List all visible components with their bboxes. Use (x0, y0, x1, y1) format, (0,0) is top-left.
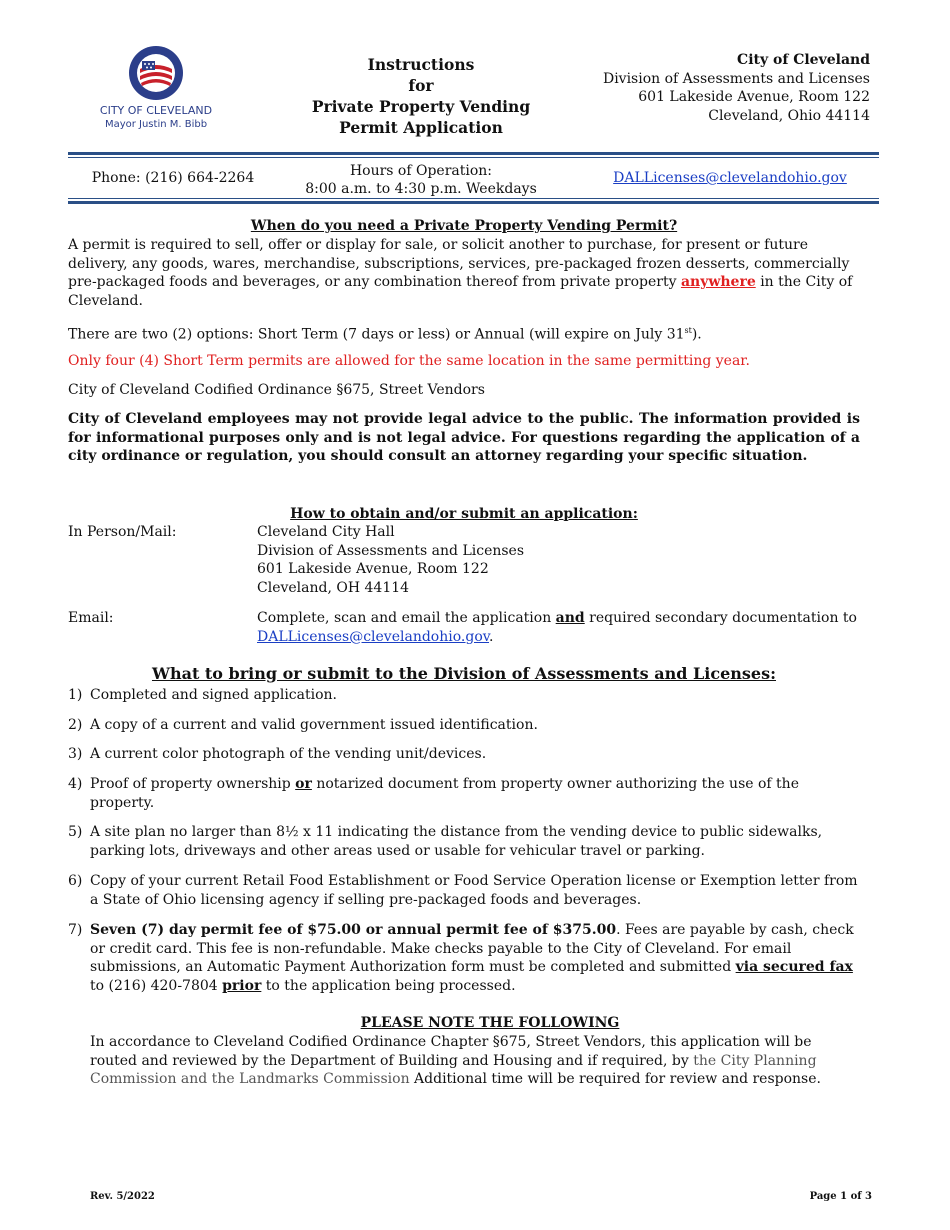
list-item-number: 3) (68, 746, 83, 762)
item7-end: to the application being processed. (261, 977, 516, 994)
list-item-5 (68, 823, 860, 860)
office-address (580, 51, 870, 125)
list-item-number: 7) (68, 922, 83, 938)
title-line-3: Private Property Vending (311, 97, 531, 116)
list-item-number: 4) (68, 776, 83, 792)
list-item-6 (68, 872, 860, 909)
item4-after: notarized document from property owner authorizing the use of the property. (90, 776, 799, 811)
city-label: CITY OF CLEVELAND (99, 104, 213, 117)
hours-label: Hours of Operation: (349, 163, 493, 179)
p2-after: ). (691, 326, 702, 343)
list-item-7 (68, 921, 860, 995)
in-person-address (257, 523, 867, 597)
title-line-2: for (408, 76, 434, 95)
note-before: In accordance to Cleveland Codified Ordinance Chapter §675, Street Vendors, this application will be routed and reviewed by the Department of Building and Housing and if required, by (90, 1034, 812, 1069)
list-item-number: 6) (68, 873, 83, 889)
list-item-text: Completed and signed application. (90, 687, 337, 703)
item7-mid2: to (216) 420-7804 (90, 977, 223, 994)
hours-of-operation (290, 162, 552, 198)
hours-value: 8:00 a.m. to 4:30 p.m. Weekdays (305, 181, 537, 197)
please-note-text (90, 1033, 860, 1089)
email-instructions (257, 609, 867, 646)
bottom-rule-thick (68, 201, 879, 204)
list-item-text: A site plan no larger than 8½ x 11 indicating the distance from the vending device to public sidewalks, parking lots, driveways and other areas used or usable for vehicular travel or parking. (90, 824, 823, 859)
title-line-4: Permit Application (339, 118, 503, 137)
section-what-heading: What to bring or submit to the Division of Assessments and Licenses: (151, 664, 776, 683)
list-item-3 (68, 745, 860, 764)
page-number: Page 1 of 3 (809, 1191, 872, 1202)
short-term-limit-notice: Only four (4) Short Term permits are allowed for the same location in the same permitting year. (68, 353, 750, 369)
bottom-rule-thin (68, 198, 879, 199)
permit-options-paragraph (68, 322, 860, 344)
section-how-heading: How to obtain and/or submit an application: (290, 506, 638, 522)
division-name: Division of Assessments and Licenses (602, 70, 870, 87)
p1-after: in the City of Cleveland. (68, 274, 853, 309)
secured-fax-emphasis: via secured fax (735, 959, 853, 975)
email-after: required secondary documentation to (584, 610, 857, 626)
revision-label: Rev. 5/2022 (90, 1191, 155, 1202)
list-item-text: Copy of your current Retail Food Establishment or Food Service Operation license or Exemption letter from a State of Ohio licensing agency if selling pre-packaged foods and beverages. (90, 873, 858, 908)
contact-email-link[interactable]: DALLicenses@clevelandohio.gov (613, 170, 847, 186)
email-and-emphasis: and (555, 610, 585, 626)
please-note-heading: PLEASE NOTE THE FOLLOWING (360, 1015, 620, 1031)
list-item-2 (68, 716, 860, 735)
list-item-text: A current color photograph of the vending unit/devices. (90, 746, 487, 762)
email-before: Complete, scan and email the application (257, 610, 556, 626)
ordinance-reference: City of Cleveland Codified Ordinance §675, Street Vendors (68, 382, 485, 398)
note-after: Additional time will be required for review and response. (409, 1071, 821, 1087)
in-person-label: In Person/Mail: (68, 524, 177, 540)
prior-emphasis: prior (222, 977, 262, 994)
in-person-line-3: 601 Lakeside Avenue, Room 122 (257, 561, 489, 577)
or-emphasis: or (295, 776, 312, 792)
list-item-number: 2) (68, 717, 83, 733)
submission-email-link[interactable]: DALLicenses@clevelandohio.gov (257, 628, 489, 645)
in-person-line-1: Cleveland City Hall (257, 524, 395, 540)
list-item-text: A copy of a current and valid government issued identification. (90, 717, 538, 733)
p2-before: There are two (2) options: Short Term (7 days or less) or Annual (will expire on July 31 (68, 326, 685, 343)
city-caption (96, 104, 216, 132)
note-grey: the City Planning Commission and the Landmarks Commission (90, 1052, 817, 1087)
fee-emphasis: Seven (7) day permit fee of $75.00 or annual permit fee of $375.00 (90, 922, 617, 938)
list-item-number: 1) (68, 687, 83, 703)
list-item-text (90, 921, 860, 995)
item4-before: Proof of property ownership (90, 776, 296, 792)
list-item-1 (68, 686, 860, 705)
legal-disclaimer: City of Cleveland employees may not provide legal advice to the public. The information provided is for informational purposes only and is not legal advice. For questions regarding the application of a city ordinance or regulation, you should consult an attorney regarding your specific situation. (68, 411, 860, 464)
anywhere-emphasis: anywhere (680, 274, 756, 290)
email-end: . (489, 628, 494, 645)
address-line-2: Cleveland, Ohio 44114 (708, 107, 870, 124)
in-person-line-4: Cleveland, OH 44114 (257, 579, 410, 596)
email-label: Email: (68, 610, 114, 626)
p1-before: A permit is required to sell, offer or display for sale, or solicit another to purchase, for present or future delivery, any goods, wares, merchandise, subscriptions, services, pre-packaged frozen desserts, commercially pre-packaged foods and beverages, or any combination thereof from private property (68, 237, 850, 290)
section-when-heading: When do you need a Private Property Vending Permit? (250, 218, 678, 234)
top-rule-thick (68, 152, 879, 155)
seal-icon (128, 45, 184, 101)
city-seal-logo (128, 45, 184, 101)
org-name: City of Cleveland (737, 52, 870, 68)
document-title (290, 54, 552, 138)
item7-mid: . Fees are payable by cash, check or credit card. This fee is non-refundable. Make checks payable to the City of Cleveland. For email submissions, an Automatic Payment Authorization form must be completed and submitted (90, 922, 854, 975)
phone-number: Phone: (216) 664-2264 (91, 170, 255, 186)
list-item-text (90, 775, 860, 812)
mayor-label: Mayor Justin M. Bibb (104, 119, 208, 130)
list-item-4 (68, 775, 860, 812)
address-line-1: 601 Lakeside Avenue, Room 122 (638, 89, 870, 105)
list-item-number: 5) (68, 824, 83, 840)
in-person-line-2: Division of Assessments and Licenses (257, 542, 525, 559)
title-line-1: Instructions (367, 55, 475, 74)
top-rule-thin (68, 157, 879, 158)
p2-sup: st (684, 326, 692, 335)
permit-requirement-paragraph (68, 236, 860, 310)
